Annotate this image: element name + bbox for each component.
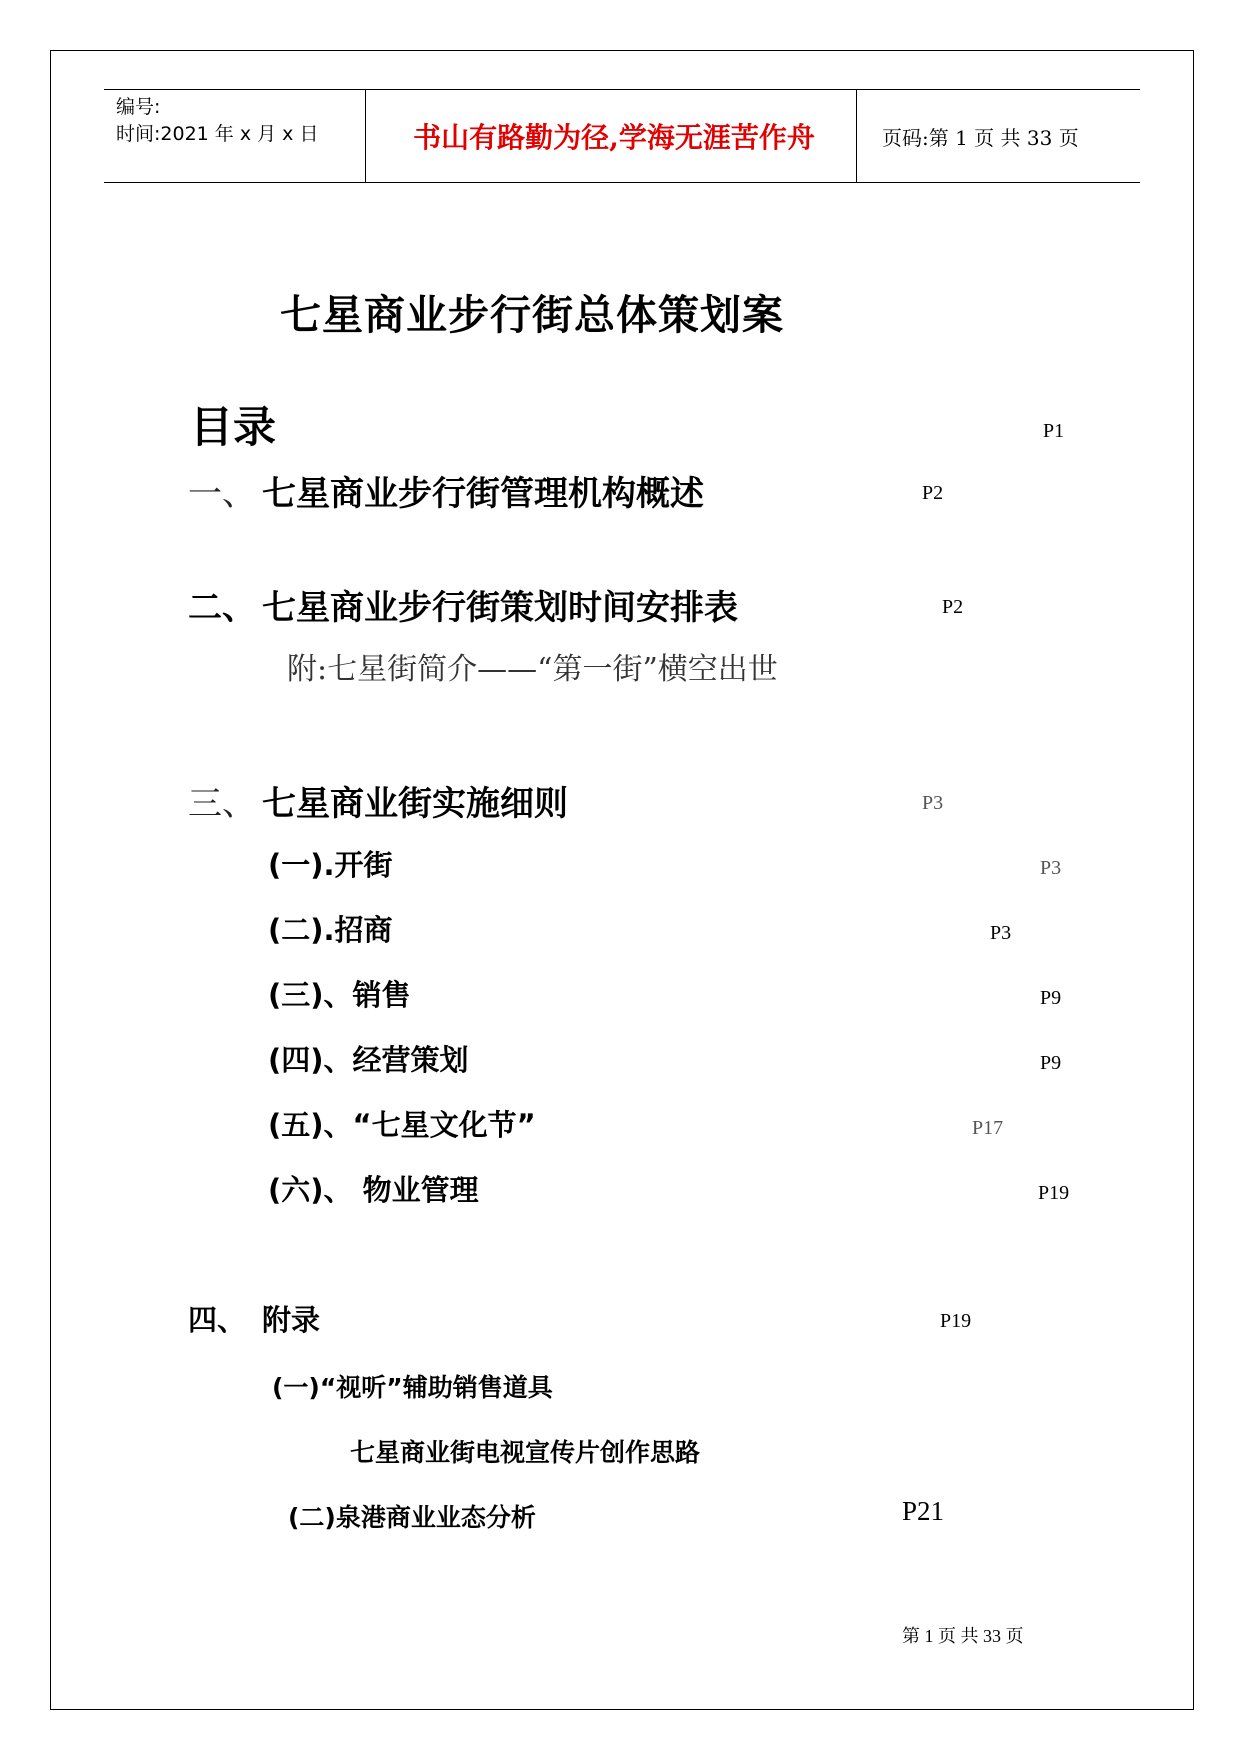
toc-section-1-title: 七星商业步行街管理机构概述 — [262, 474, 704, 514]
toc-section-1-page: P2 — [922, 482, 944, 504]
toc-subsection-4-page: P9 — [1040, 1052, 1062, 1074]
header-motto: 书山有路勤为径,学海无涯苦作舟 — [413, 121, 815, 154]
header-time-label: 时间:2021 年 x 月 x 日 — [116, 123, 319, 145]
toc-subsection-6-label: (六)、 物业管理 — [268, 1173, 479, 1207]
document-title: 七星商业步行街总体策划案 — [280, 291, 784, 339]
toc-heading: 目录 — [190, 403, 276, 453]
toc-section-2-title: 七星商业步行街策划时间安排表 — [262, 588, 738, 628]
toc-subsection-2-label: (二).招商 — [268, 913, 393, 947]
toc-subsection-4-label: (四)、经营策划 — [268, 1043, 469, 1077]
toc-subsection-1-label: (一).开街 — [268, 848, 393, 882]
toc-section-1-number: 一、 — [188, 474, 256, 514]
toc-section-3-number: 三、 — [188, 784, 256, 824]
appendix-note: 附:七星街简介——“第一街”横空出世 — [287, 652, 778, 687]
page-footer: 第 1 页 共 33 页 — [902, 1626, 1024, 1646]
toc-subsection-5-label: (五)、“七星文化节” — [268, 1108, 536, 1142]
toc-section-3-title: 七星商业街实施细则 — [262, 784, 568, 824]
toc-subsection-2-page: P3 — [990, 922, 1012, 944]
toc-section-3-page: P3 — [922, 792, 944, 814]
toc-section-4-page: P19 — [940, 1310, 972, 1332]
toc-section-4-title: 附录 — [262, 1303, 321, 1337]
toc-subsection-6-page: P19 — [1038, 1182, 1070, 1204]
toc-section-number — [188, 466, 256, 515]
header-divider — [365, 90, 366, 182]
toc-section-4-number: 四、 — [188, 1303, 247, 1337]
toc-subsection-1-page: P3 — [1040, 857, 1062, 879]
toc-section-number — [188, 776, 256, 825]
header-page-info: 页码:第 1 页 共 33 页 — [882, 125, 1079, 150]
toc-subsection-3-page: P9 — [1040, 987, 1062, 1009]
appendix-item-3-page: P21 — [902, 1496, 945, 1526]
toc-heading-page: P1 — [1043, 420, 1065, 442]
appendix-item-3-label: (二)泉港商业业态分析 — [288, 1503, 536, 1532]
appendix-item-1-label: (一)“视听”辅助销售道具 — [272, 1373, 553, 1402]
toc-subsection-3-label: (三)、销售 — [268, 978, 411, 1012]
toc-section-2-number: 二、 — [188, 588, 256, 628]
header-meta — [116, 94, 318, 148]
header-number-label: 编号: — [116, 96, 161, 118]
toc-subsection-5-page: P17 — [972, 1117, 1004, 1139]
toc-section-2-page: P2 — [942, 596, 964, 618]
document-header — [104, 89, 1140, 183]
appendix-item-2-label: 七星商业街电视宣传片创作思路 — [350, 1438, 701, 1467]
